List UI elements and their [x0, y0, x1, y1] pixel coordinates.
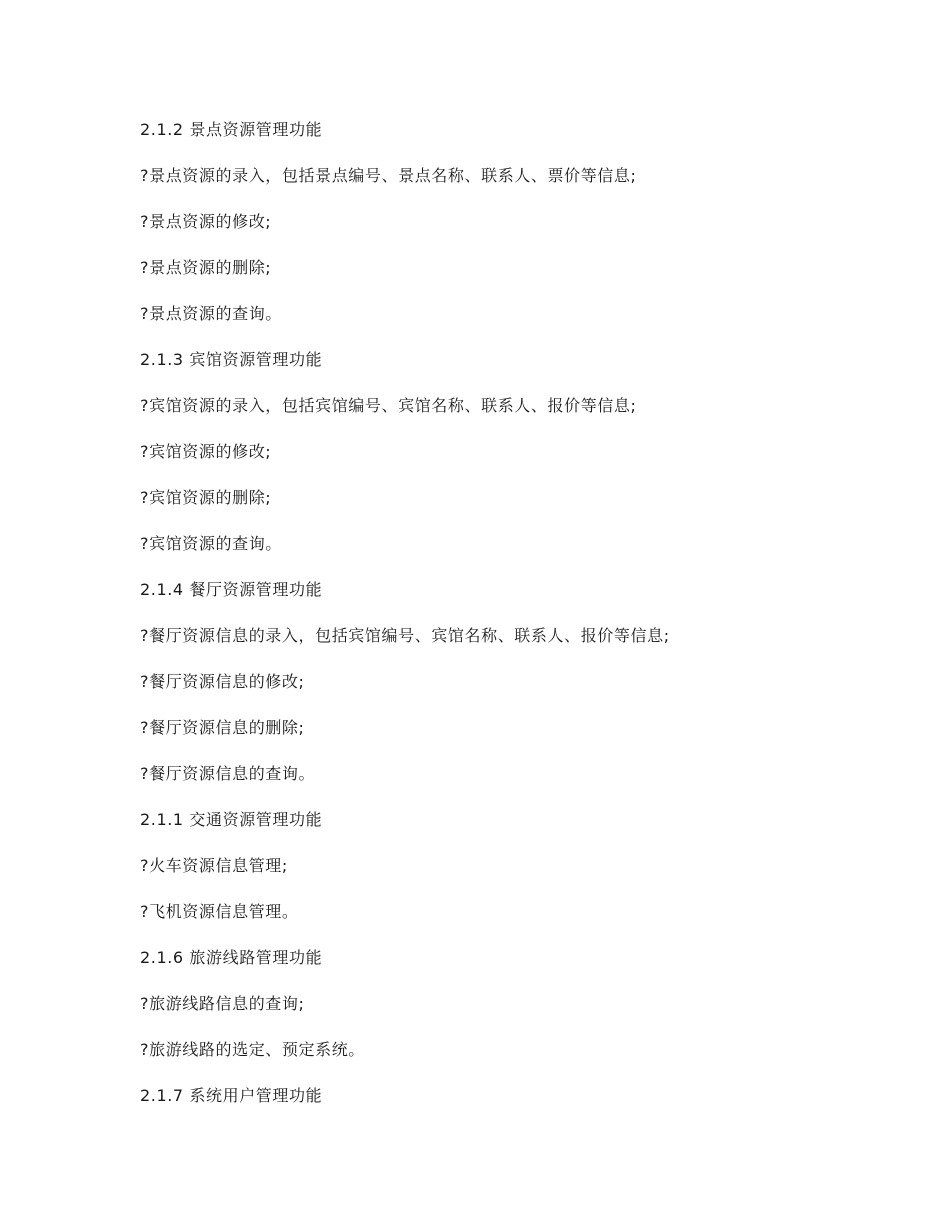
section-heading-travel-route: 2.1.6 旅游线路管理功能 [140, 948, 323, 967]
list-item: ?景点资源的录入，包括景点编号、景点名称、联系人、票价等信息; [140, 166, 637, 185]
list-item: ?宾馆资源的删除; [140, 488, 272, 507]
list-item: ?景点资源的修改; [140, 212, 272, 231]
list-item: ?景点资源的删除; [140, 258, 272, 277]
section-heading-restaurant: 2.1.4 餐厅资源管理功能 [140, 580, 323, 599]
section-heading-transport: 2.1.1 交通资源管理功能 [140, 810, 323, 829]
section-heading-hotel: 2.1.3 宾馆资源管理功能 [140, 350, 323, 369]
list-item: ?餐厅资源信息的删除; [140, 718, 305, 737]
list-item: ?餐厅资源信息的查询。 [140, 764, 316, 783]
list-item: ?餐厅资源信息的修改; [140, 672, 305, 691]
list-item: ?旅游线路信息的查询; [140, 994, 305, 1013]
list-item: ?旅游线路的选定、预定系统。 [140, 1040, 365, 1059]
list-item: ?景点资源的查询。 [140, 304, 282, 323]
list-item: ?宾馆资源的录入，包括宾馆编号、宾馆名称、联系人、报价等信息; [140, 396, 637, 415]
document-body [140, 117, 860, 1129]
section-heading-system-user: 2.1.7 系统用户管理功能 [140, 1086, 323, 1105]
section-heading-attraction: 2.1.2 景点资源管理功能 [140, 120, 323, 139]
list-item: ?宾馆资源的修改; [140, 442, 272, 461]
list-item: ?宾馆资源的查询。 [140, 534, 282, 553]
list-item: ?餐厅资源信息的录入，包括宾馆编号、宾馆名称、联系人、报价等信息; [140, 626, 670, 645]
list-item: ?飞机资源信息管理。 [140, 902, 299, 921]
list-item: ?火车资源信息管理; [140, 856, 288, 875]
